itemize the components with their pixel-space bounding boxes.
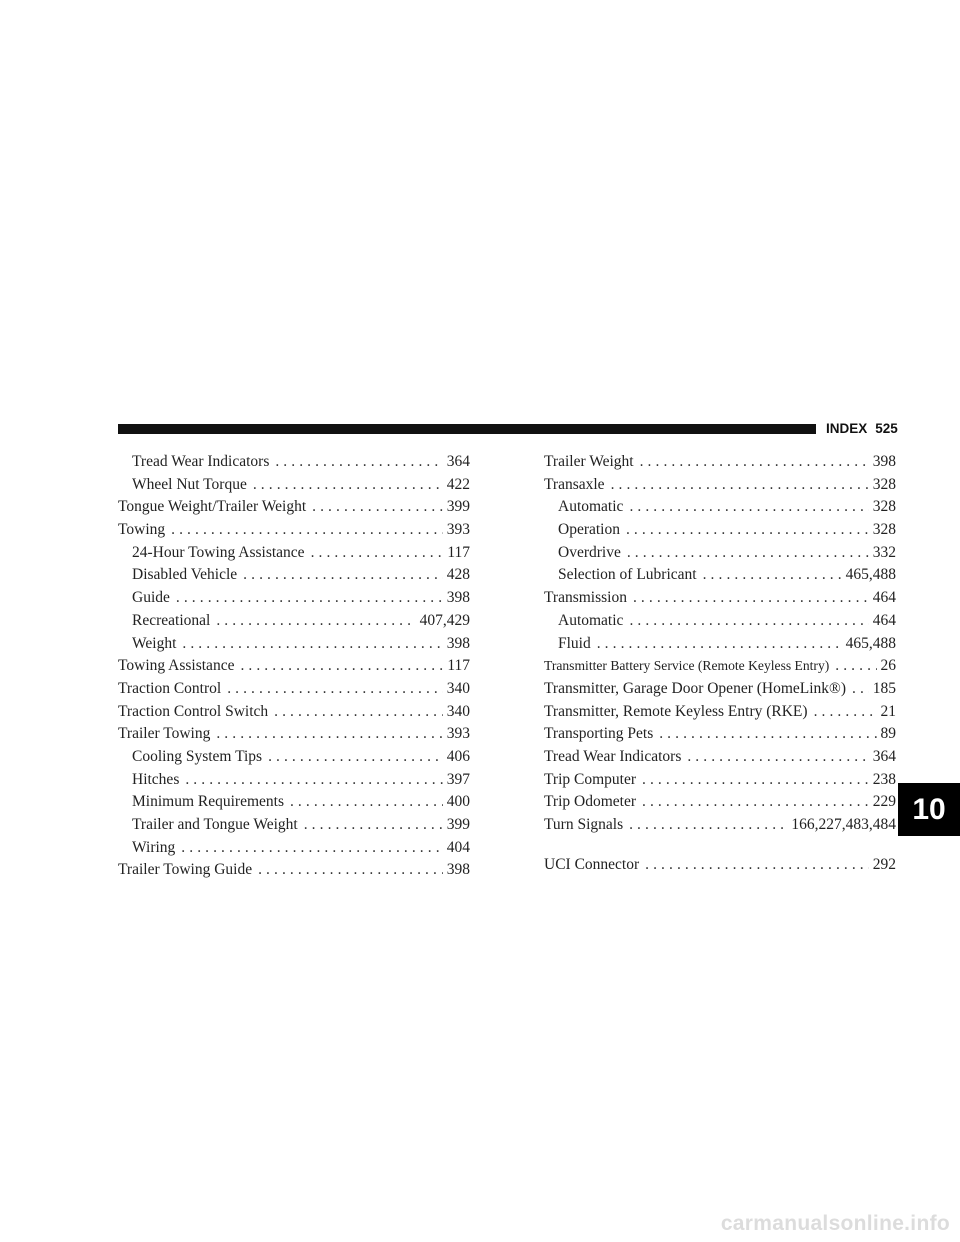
index-term: Trailer Weight	[544, 453, 634, 470]
index-entry	[118, 655, 470, 678]
index-page-ref: 229	[872, 793, 896, 811]
index-page-ref: 407,429	[419, 611, 470, 629]
dot-leader	[642, 769, 869, 792]
dot-leader	[181, 837, 442, 860]
index-entry	[118, 723, 470, 746]
index-entry	[118, 610, 470, 633]
dot-leader	[629, 610, 868, 633]
index-term: Transmitter Battery Service (Remote Keyless Entry)	[544, 658, 830, 674]
index-page-ref: 393	[446, 725, 470, 743]
index-page-ref: 397	[446, 770, 470, 788]
dot-leader	[176, 587, 443, 610]
index-page-ref: 393	[446, 521, 470, 539]
index-term: Recreational	[132, 611, 211, 629]
index-term: Trip Computer	[544, 770, 637, 788]
index-page-ref: 465,488	[845, 634, 896, 652]
index-entry	[544, 746, 896, 769]
dot-leader	[629, 496, 868, 519]
index-page-ref: 404	[446, 838, 470, 856]
index-entry	[118, 587, 470, 610]
index-entry	[118, 791, 470, 814]
index-entry	[118, 451, 470, 474]
index-entry	[544, 542, 896, 565]
index-page-ref: 428	[446, 566, 470, 584]
dot-leader	[835, 655, 876, 678]
index-term: Trailer Towing Guide	[118, 861, 253, 879]
index-entry	[118, 633, 470, 656]
index-page-ref: 292	[872, 855, 896, 873]
index-entry	[544, 519, 896, 542]
dot-leader	[185, 769, 442, 792]
index-page-ref: 340	[446, 679, 470, 697]
index-term: Automatic	[558, 498, 624, 516]
dot-leader	[240, 655, 443, 678]
index-term: Transaxle	[544, 475, 605, 493]
index-term: 24-Hour Towing Assistance	[132, 543, 305, 561]
dot-leader	[659, 723, 876, 746]
dot-leader	[304, 814, 443, 837]
index-term: Fluid	[558, 634, 591, 652]
index-entry	[118, 837, 470, 860]
dot-leader	[268, 746, 443, 769]
dot-leader	[253, 474, 443, 497]
index-entry	[118, 474, 470, 497]
index-term: Weight	[132, 634, 177, 652]
index-entry	[544, 474, 896, 497]
dot-leader	[182, 633, 442, 656]
index-page-ref: 399	[446, 498, 470, 516]
dot-leader	[311, 542, 444, 565]
dot-leader	[633, 587, 869, 610]
index-entry	[118, 859, 470, 882]
dot-leader	[814, 701, 877, 724]
dot-leader	[629, 814, 787, 837]
running-header	[826, 420, 898, 438]
index-page-ref: 364	[446, 453, 470, 470]
index-entry	[544, 791, 896, 814]
index-term: Traction Control Switch	[118, 702, 269, 720]
index-term: Towing	[118, 521, 166, 539]
dot-leader	[640, 451, 869, 474]
index-entry	[118, 701, 470, 724]
index-entry	[118, 564, 470, 587]
index-page-ref: 422	[446, 475, 470, 493]
index-term: Cooling System Tips	[132, 747, 263, 765]
dot-leader	[275, 451, 442, 474]
index-entry	[544, 496, 896, 519]
index-term: Hitches	[132, 770, 180, 788]
index-term: Trip Odometer	[544, 793, 636, 811]
dot-leader	[258, 859, 443, 882]
index-term: Wiring	[132, 838, 176, 856]
index-page-ref: 117	[447, 543, 470, 561]
index-page-ref: 332	[872, 543, 896, 561]
index-entry	[118, 814, 470, 837]
index-entry	[118, 519, 470, 542]
index-page-ref: 89	[880, 725, 896, 743]
dot-leader	[216, 723, 442, 746]
index-page-ref: 340	[446, 702, 470, 720]
dot-leader	[627, 542, 869, 565]
index-page-ref: 398	[446, 861, 470, 879]
index-page-ref: 328	[872, 498, 896, 516]
dot-leader	[216, 610, 415, 633]
index-entry	[544, 451, 896, 474]
index-entry	[118, 496, 470, 519]
index-term: Towing Assistance	[118, 657, 235, 675]
dot-leader	[611, 474, 869, 497]
index-entry	[544, 723, 896, 746]
index-entry	[118, 769, 470, 792]
index-term: Minimum Requirements	[132, 793, 284, 811]
index-entry	[544, 854, 896, 877]
index-page-ref: 117	[447, 657, 470, 675]
index-entry	[544, 769, 896, 792]
chapter-tab: 10	[898, 783, 960, 836]
index-term: Tongue Weight/Trailer Weight	[118, 498, 307, 516]
index-term: Trailer Towing	[118, 725, 211, 743]
index-term: Transmitter, Remote Keyless Entry (RKE)	[544, 702, 808, 720]
header-rule	[118, 424, 816, 434]
index-page-ref: 398	[446, 589, 470, 607]
dot-leader	[227, 678, 443, 701]
watermark: carmanualsonline.info	[720, 1212, 950, 1235]
index-term: Automatic	[558, 611, 624, 629]
index-entry	[544, 587, 896, 610]
index-term: Operation	[558, 521, 620, 539]
index-entry	[544, 610, 896, 633]
dot-leader	[274, 701, 443, 724]
index-page-ref: 238	[872, 770, 896, 788]
header-section: INDEX	[826, 421, 868, 436]
index-entry	[544, 655, 896, 678]
index-entry	[118, 746, 470, 769]
dot-leader	[687, 746, 868, 769]
dot-leader	[852, 678, 869, 701]
index-term: Transmitter, Garage Door Opener (HomeLink®)	[544, 679, 846, 697]
index-term: Tread Wear Indicators	[544, 747, 682, 765]
dot-leader	[171, 519, 443, 542]
dot-leader	[645, 854, 869, 877]
index-page-ref: 185	[872, 679, 896, 697]
dot-leader	[290, 791, 443, 814]
index-page-ref: 166,227,483,484	[791, 816, 896, 833]
index-entry	[118, 542, 470, 565]
index-page-ref: 26	[880, 657, 896, 675]
index-entry	[544, 701, 896, 724]
index-term: Turn Signals	[544, 816, 624, 833]
index-entry	[544, 678, 896, 701]
index-term: Traction Control	[118, 679, 222, 697]
index-term: Wheel Nut Torque	[132, 475, 247, 493]
index-term: Disabled Vehicle	[132, 566, 238, 584]
index-term: Tread Wear Indicators	[132, 453, 270, 470]
index-term: Selection of Lubricant	[558, 566, 697, 584]
index-page-ref: 328	[872, 475, 896, 493]
index-term: Trailer and Tongue Weight	[132, 816, 298, 833]
index-page-ref: 400	[446, 793, 470, 811]
index-entry	[544, 814, 896, 837]
dot-leader	[597, 633, 842, 656]
index-page-ref: 21	[880, 702, 896, 720]
index-page-ref: 399	[446, 816, 470, 833]
dot-leader	[642, 791, 869, 814]
index-term: Overdrive	[558, 543, 621, 561]
index-page-ref: 406	[446, 747, 470, 765]
index-entry	[544, 564, 896, 587]
index-page-ref: 398	[872, 453, 896, 470]
index-term: UCI Connector	[544, 855, 640, 873]
dot-leader	[312, 496, 443, 519]
index-page-ref: 464	[872, 611, 896, 629]
index-term: Guide	[132, 589, 170, 607]
index-column-left	[118, 451, 470, 882]
index-column-right	[544, 451, 896, 876]
dot-leader	[703, 564, 842, 587]
index-entry	[544, 633, 896, 656]
index-term: Transporting Pets	[544, 725, 654, 743]
index-page-ref: 464	[872, 589, 896, 607]
header-page-number: 525	[875, 421, 898, 436]
dot-leader	[243, 564, 443, 587]
index-page-ref: 364	[872, 747, 896, 765]
index-term: Transmission	[544, 589, 627, 607]
dot-leader	[626, 519, 869, 542]
index-entry	[118, 678, 470, 701]
index-page-ref: 328	[872, 521, 896, 539]
index-page-ref: 398	[446, 634, 470, 652]
index-page-ref: 465,488	[845, 566, 896, 584]
